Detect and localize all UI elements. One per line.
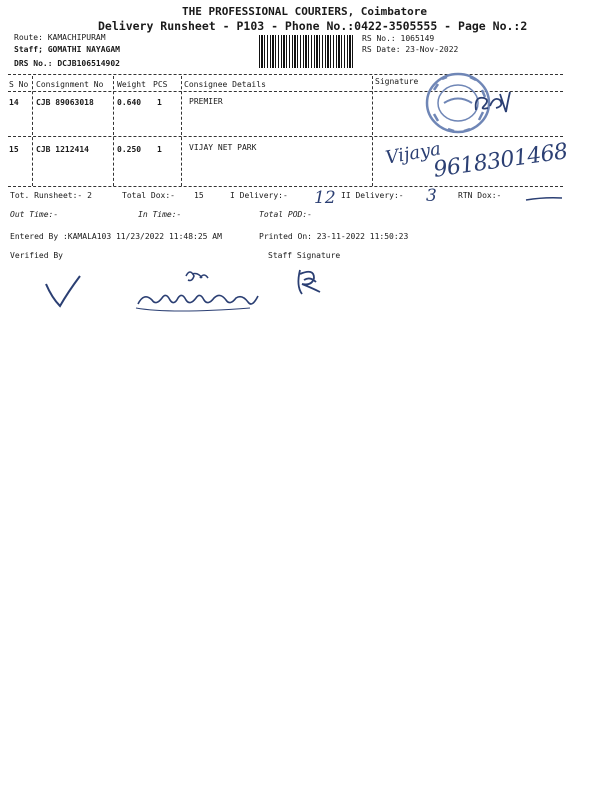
table-row-pcs: 1	[157, 145, 162, 154]
company-title: THE PROFESSIONAL COURIERS, Coimbatore	[182, 5, 428, 18]
col-header-sno: S No	[9, 80, 29, 89]
ii-delivery-label: II Delivery:-	[341, 191, 404, 200]
table-bottom-rule	[8, 186, 563, 187]
table-row-sno: 15	[9, 145, 19, 154]
col-header-consignee: Consignee Details	[184, 80, 266, 89]
col-header-weight: Weight	[117, 80, 146, 89]
col-divider	[181, 76, 182, 186]
ii-delivery-value: 3	[426, 186, 437, 206]
total-dox-value: 15	[194, 191, 204, 200]
table-row-consignment: CJB 89063018	[36, 98, 94, 107]
table-row-consignee: PREMIER	[189, 97, 223, 106]
col-header-signature: Signature	[375, 77, 419, 86]
col-divider	[113, 76, 114, 186]
handwritten-name: Vijaya	[384, 138, 443, 169]
staff-label: Staff; GOMATHI NAYAGAM	[14, 45, 120, 54]
staff-handwritten-signature	[130, 268, 270, 318]
in-time-label: In Time:-	[138, 210, 182, 219]
table-row-consignee: VIJAY NET PARK	[189, 143, 257, 152]
route-label: Route: KAMACHIPURAM	[14, 33, 106, 42]
total-runsheet: Tot. Runsheet:- 2	[10, 191, 92, 200]
col-divider	[32, 76, 33, 186]
verified-by-label: Verified By	[10, 251, 63, 260]
col-header-pcs: PCS	[153, 80, 168, 89]
total-pod-label: Total POD:-	[259, 210, 312, 219]
drs-number: DRS No.: DCJB106514902	[14, 59, 120, 68]
table-row-sno: 14	[9, 98, 19, 107]
table-row-weight: 0.250	[117, 145, 142, 154]
staff-signature-label: Staff Signature	[268, 251, 341, 260]
verifier-signature	[40, 272, 90, 312]
handwritten-phone: 9618301468	[432, 139, 570, 183]
table-row-pcs: 1	[157, 98, 162, 107]
staff-signature-mark	[290, 266, 330, 298]
barcode	[259, 35, 355, 68]
entered-by: Entered By :KAMALA103 11/23/2022 11:48:25 AM	[10, 232, 222, 241]
i-delivery-label: I Delivery:-	[230, 191, 288, 200]
total-dox-label: Total Dox:-	[122, 191, 175, 200]
table-row-consignment: CJB 1212414	[36, 145, 89, 154]
table-row-weight: 0.640	[117, 98, 142, 107]
col-header-consignment: Consignment No	[36, 80, 104, 89]
signature-row14	[470, 86, 515, 121]
runsheet-title: Delivery Runsheet - P103 - Phone No.:0422-3505555 - Page No.:2	[98, 19, 528, 33]
rs-date: RS Date: 23-Nov-2022	[362, 45, 459, 54]
i-delivery-value: 12	[314, 188, 336, 208]
rtn-dox-label: RTN Dox:-	[458, 191, 502, 200]
rs-number: RS No.: 1065149	[362, 34, 435, 43]
rtn-dash-mark	[524, 192, 564, 204]
out-time-label: Out Time:-	[10, 210, 59, 219]
col-divider	[372, 76, 373, 186]
printed-on: Printed On: 23-11-2022 11:50:23	[259, 232, 409, 241]
